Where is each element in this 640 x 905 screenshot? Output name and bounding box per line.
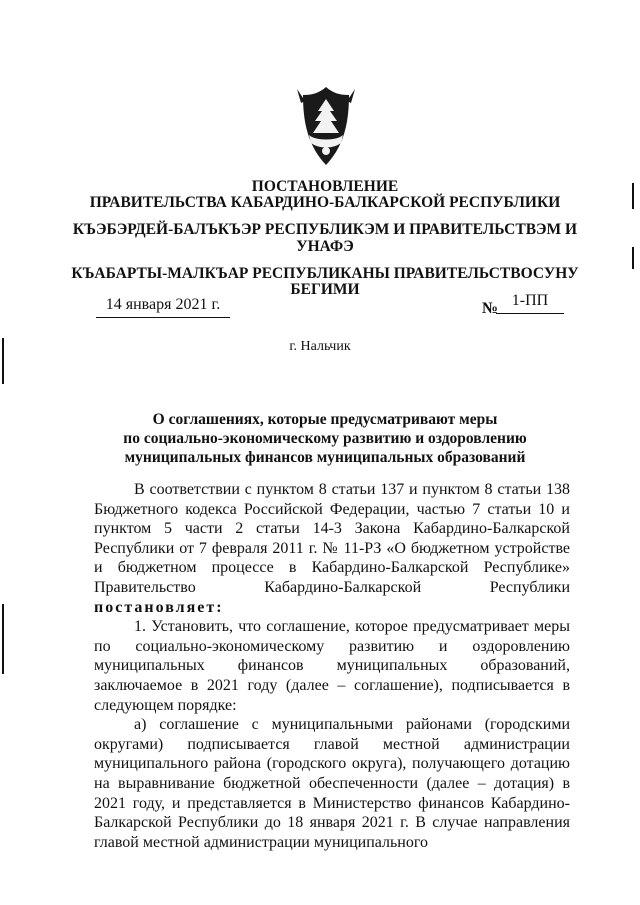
clause-1-paragraph: 1. Установить, что соглашение, которое предусматривает меры по социально-экономическому развитию и оздоровлению муниципальных финансов муниципальных образований, заключаемое в 2021 году (далее – соглашение), подписывается в следующем порядке: bbox=[94, 618, 570, 714]
government-heading-russian: ПРАВИТЕЛЬСТВА КАБАРДИНО-БАЛКАРСКОЙ РЕСПУБЛИКИ bbox=[89, 194, 561, 211]
title-line: О соглашениях, которые предусматривают меры bbox=[152, 411, 498, 428]
preamble-text: В соответствии с пунктом 8 статьи 137 и пунктом 8 статьи 138 Бюджетного кодекса Российской Федерации, частью 7 статьи 10 и пунктом 5 части 2 статьи 14-3 Закона Кабардино-Балкарской Республики от 7 февраля 2011 г. № 11-РЗ «О бюджетном устройстве и бюджетном процессе в Кабардино-Балкарской Республике» Правительство Кабардино-Балкарской Республики bbox=[94, 481, 570, 596]
government-heading-balkar-cont: БЕГИМИ bbox=[290, 281, 360, 298]
coat-of-arms-emblem bbox=[295, 85, 357, 167]
resolution-verb: постановляет: bbox=[94, 598, 224, 616]
scan-mark bbox=[2, 604, 4, 674]
government-heading-kabardian-cont: УНАФЭ bbox=[296, 238, 354, 255]
document-body bbox=[94, 480, 570, 852]
clause-1a-paragraph: а) соглашение с муниципальными районами (городскими округами) подписывается главой местной администрации муниципального района (городского округа), получающего дотацию на выравнивание бюджетной обеспеченности (далее – дотация) в 2021 году, и представляется в Министерство финансов Кабардино-Балкарской Республики до 18 января 2021 г. В случае направления главой местной администрации муниципального bbox=[94, 716, 570, 851]
government-heading-balkar: КЪАБАРТЫ-МАЛКЪАР РЕСПУБЛИКАНЫ ПРАВИТЕЛЬСТВОСУНУ bbox=[71, 265, 579, 282]
document-title bbox=[80, 410, 570, 467]
number-sign: № bbox=[482, 300, 499, 317]
document-date: 14 января 2021 г. bbox=[96, 296, 230, 318]
title-line: по социально-экономическому развитию и оздоровлению bbox=[123, 430, 527, 447]
scan-mark bbox=[632, 183, 634, 209]
scan-mark bbox=[632, 247, 634, 269]
scan-mark bbox=[2, 338, 4, 384]
document-number: 1-ПП bbox=[496, 292, 564, 314]
title-line: муниципальных финансов муниципальных образований bbox=[124, 449, 526, 466]
government-heading-kabardian: КЪЭБЭРДЕЙ-БАЛЪКЪЭР РЕСПУБЛИКЭМ И ПРАВИТЕЛЬСТВЭМ И bbox=[72, 221, 578, 238]
preamble-paragraph bbox=[94, 480, 570, 617]
doc-type-heading: ПОСТАНОВЛЕНИЕ bbox=[251, 178, 399, 195]
document-city: г. Нальчик bbox=[289, 339, 351, 354]
